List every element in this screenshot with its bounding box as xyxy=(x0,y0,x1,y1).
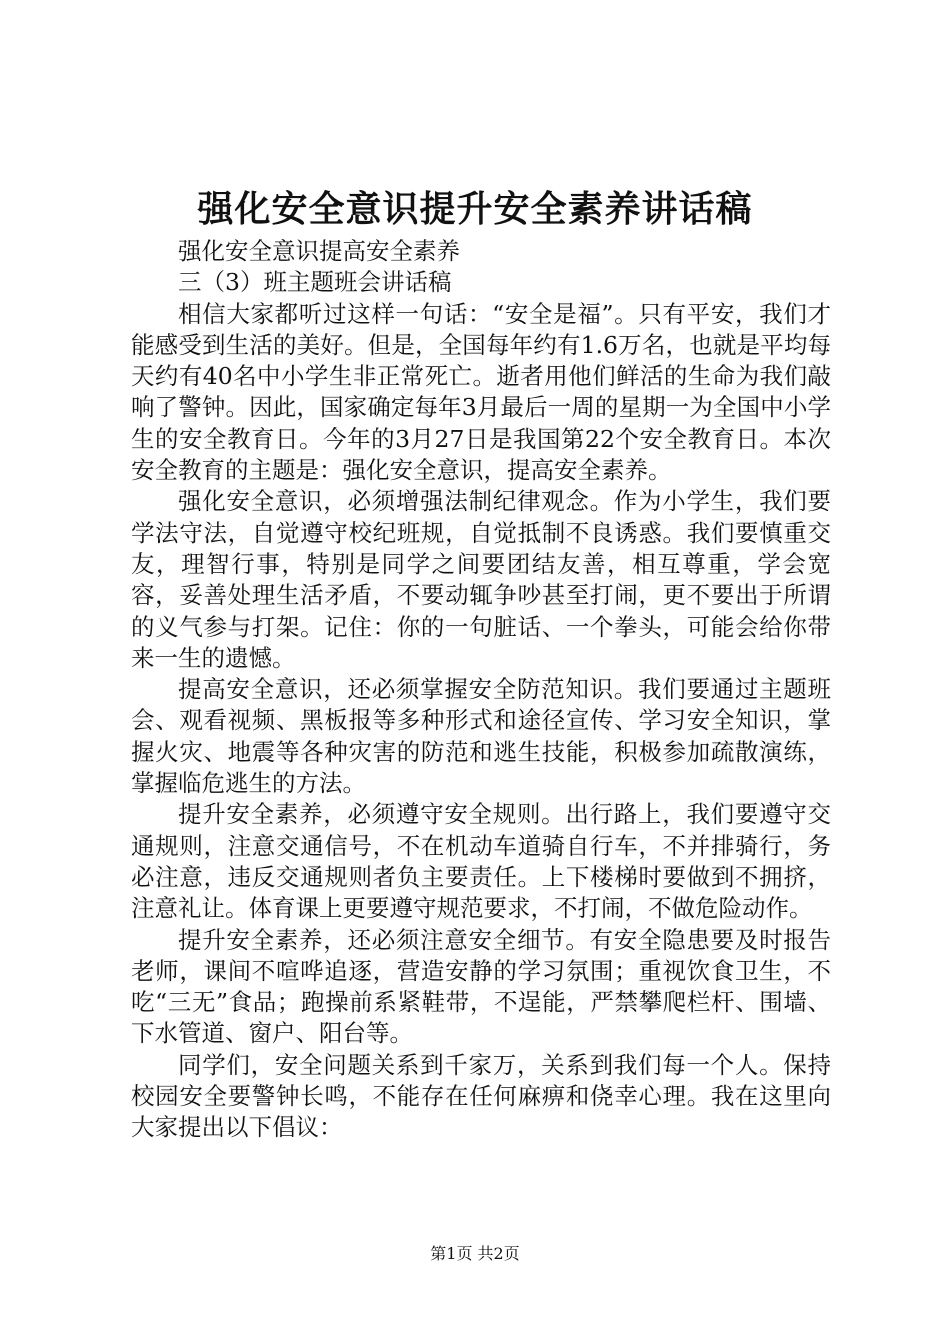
page-number-footer: 第1页 共2页 xyxy=(430,1244,520,1263)
body-paragraph: 提升安全素养，还必须注意安全细节。有安全隐患要及时报告老师，课间不喧哗追逐，营造安静的学习氛围；重视饮食卫生，不吃“三无”食品；跑操前系紧鞋带，不逞能，严禁攀爬栏杆、围墙、下水管道、窗户、阳台等。 xyxy=(131,925,831,1048)
body-paragraph: 相信大家都听过这样一句话：“安全是福”。只有平安，我们才能感受到生活的美好。但是，全国每年约有1.6万名，也就是平均每天约有40名中小学生非正常死亡。逝者用他们鲜活的生命为我们敲响了警钟。因此，国家确定每年3月最后一周的星期一为全国中小学生的安全教育日。今年的3月27日是我国第22个安全教育日。本次安全教育的主题是：强化安全意识，提高安全素养。 xyxy=(131,299,831,485)
body-paragraph: 提高安全意识，还必须掌握安全防范知识。我们要通过主题班会、观看视频、黑板报等多种形式和途径宣传、学习安全知识，掌握火灾、地震等各种灾害的防范和逃生技能，积极参加疏散演练，掌握临危逃生的方法。 xyxy=(131,675,831,798)
body-paragraph: 强化安全意识，必须增强法制纪律观念。作为小学生，我们要学法守法，自觉遵守校纪班规，自觉抵制不良诱惑。我们要慎重交友，理智行事，特别是同学之间要团结友善，相互尊重，学会宽容，妥善处理生活矛盾，不要动辄争吵甚至打闹，更不要出于所谓的义气参与打架。记住：你的一句脏话、一个拳头，可能会给你带来一生的遗憾。 xyxy=(131,487,831,672)
body-paragraph: 同学们，安全问题关系到千家万，关系到我们每一个人。保持校园安全要警钟长鸣，不能存在任何麻痹和侥幸心理。我在这里向大家提出以下倡议： xyxy=(131,1050,831,1142)
subtitle-line: 强化安全意识提高安全素养 xyxy=(178,237,460,265)
document-title: 强化安全意识提升安全素养讲话稿 xyxy=(197,188,753,230)
document-body xyxy=(131,236,831,1144)
body-paragraph: 提升安全素养，必须遵守安全规则。出行路上，我们要遵守交通规则，注意交通信号，不在机动车道骑自行车，不并排骑行，务必注意，违反交通规则者负主要责任。上下楼梯时要做到不拥挤，注意礼让。体育课上更要遵守规范要求，不打闹，不做危险动作。 xyxy=(131,800,831,923)
class-meeting-line: 三（3）班主题班会讲话稿 xyxy=(178,268,452,297)
